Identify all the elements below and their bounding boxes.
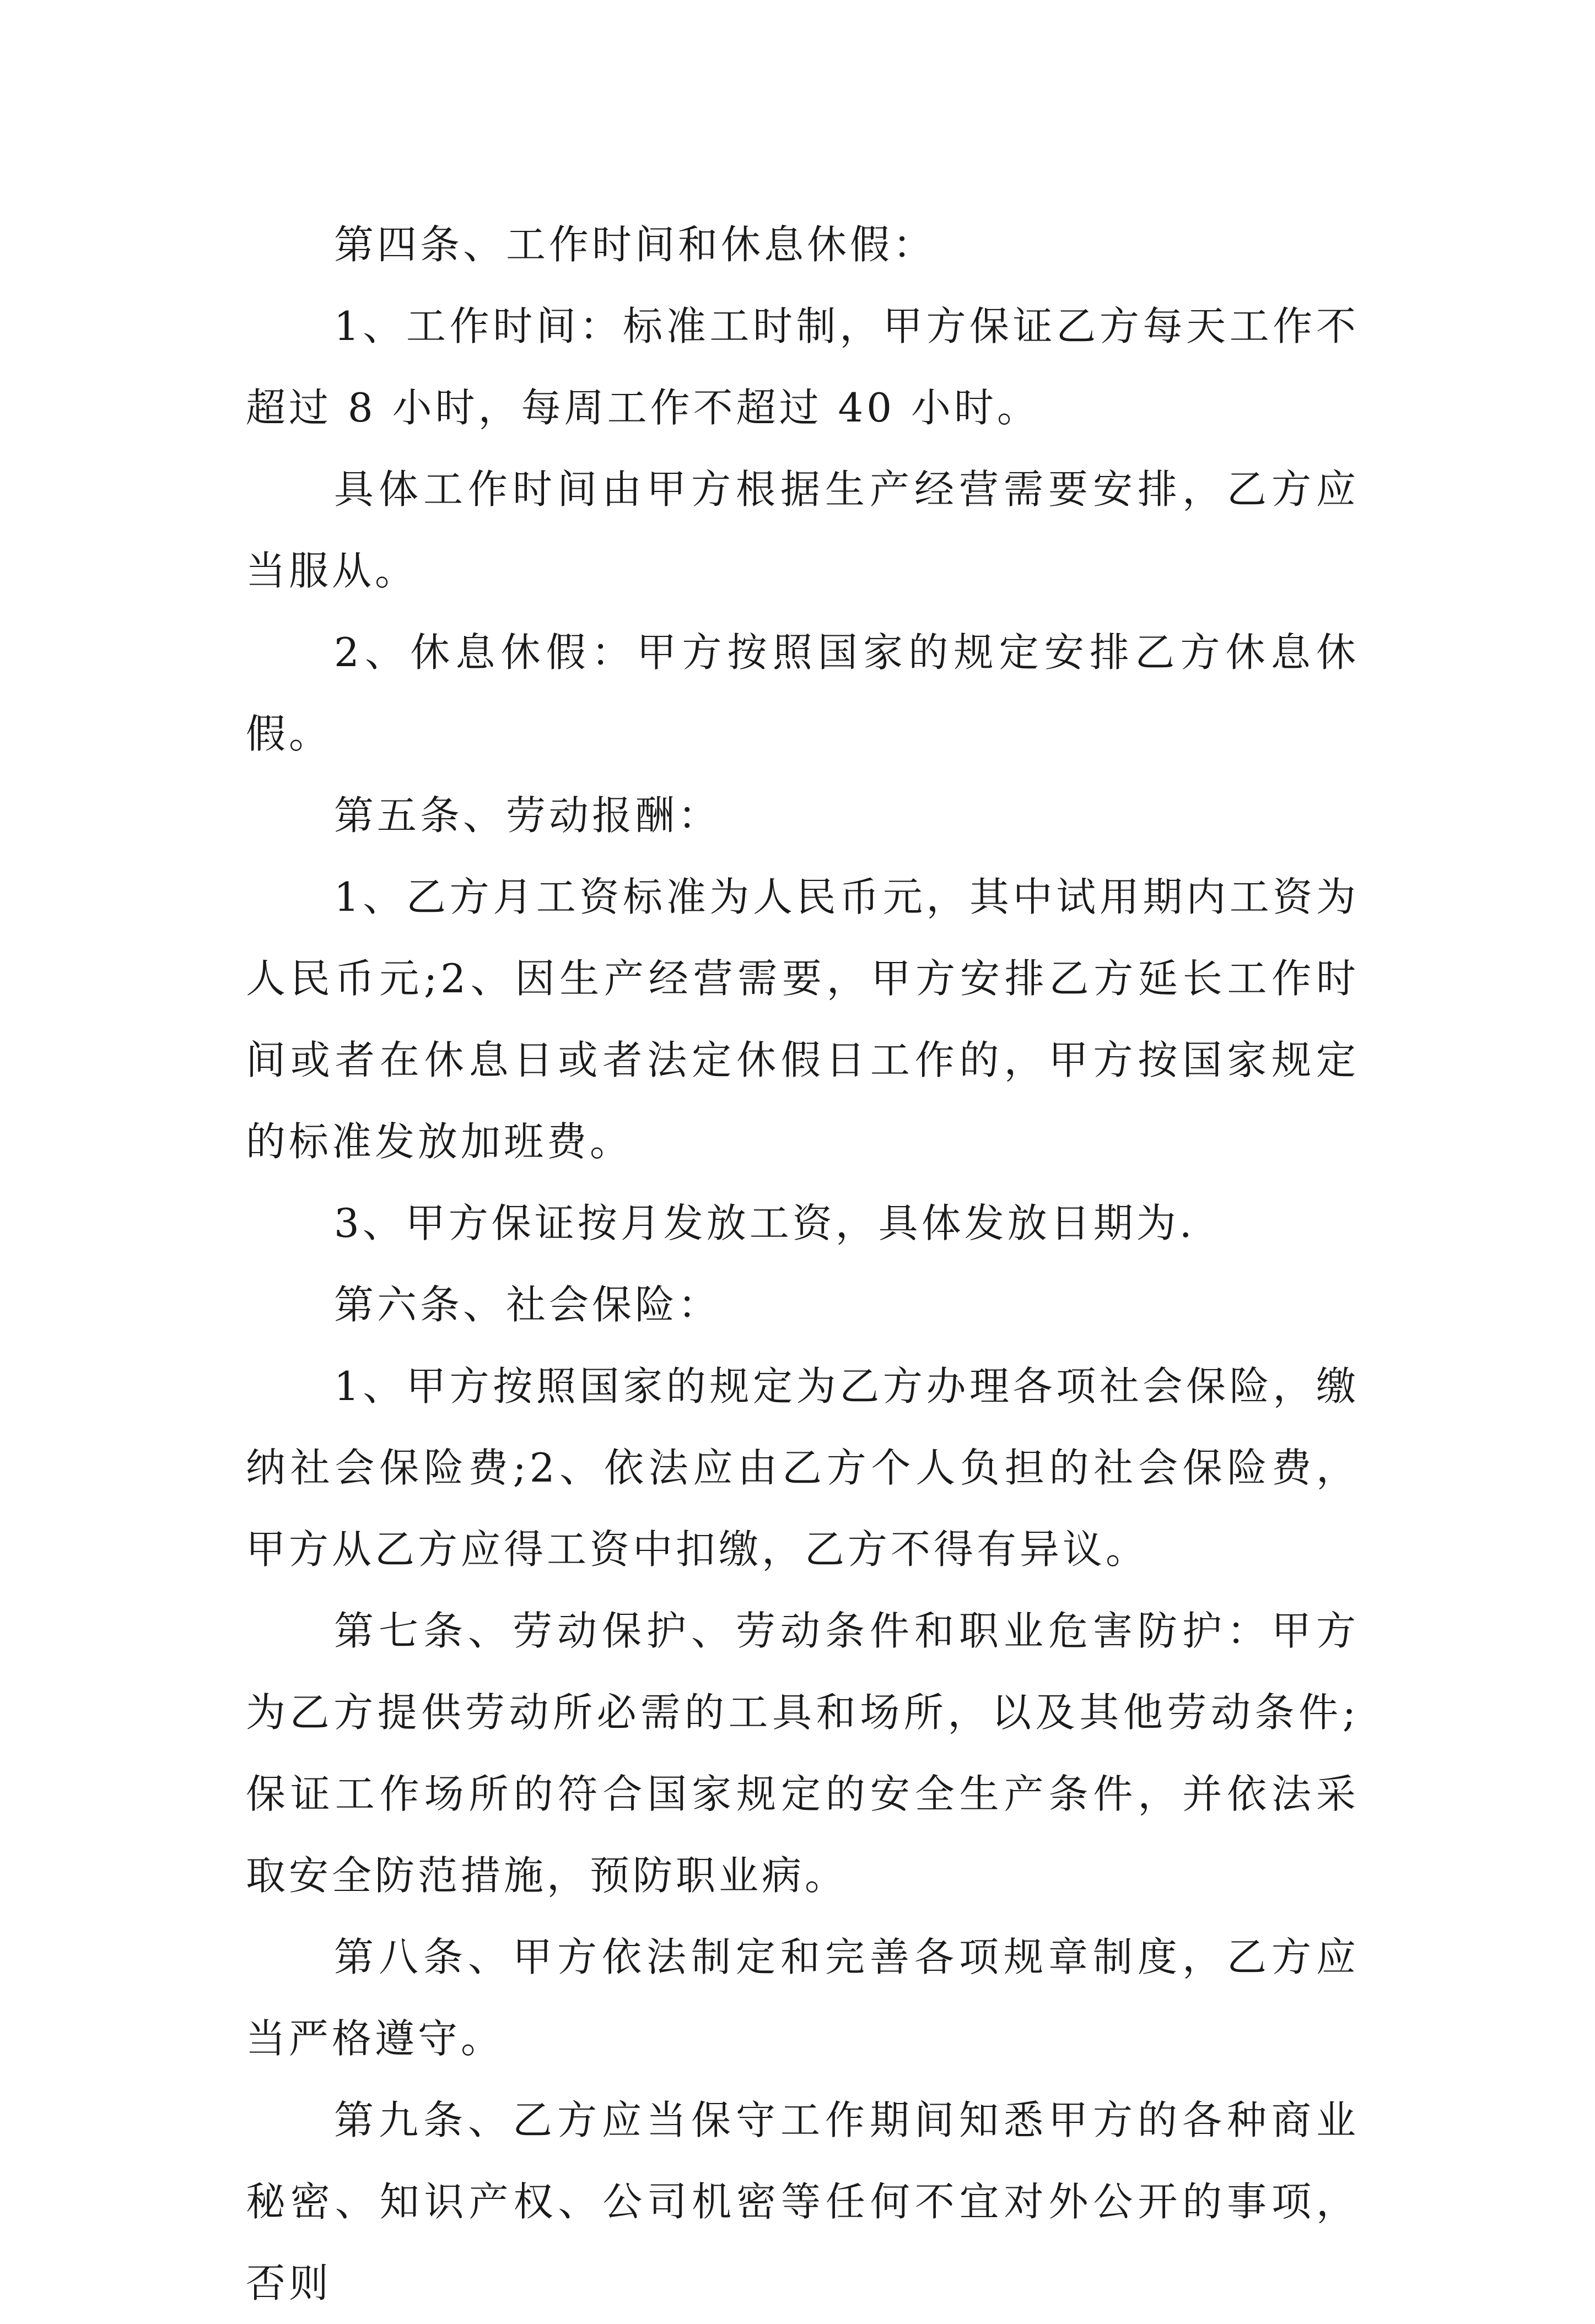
- paragraph-article-4-title: 第四条、工作时间和休息休假：: [334, 221, 936, 268]
- paragraph-work-schedule: 具体工作时间由甲方根据生产经营需要安排，乙方应当服从。: [246, 466, 1359, 594]
- document-body: [246, 204, 1359, 2324]
- paragraph-working-hours: 1、工作时间：标准工时制，甲方保证乙方每天工作不超过 8 小时，每周工作不超过 40 小时。: [246, 303, 1359, 431]
- paragraph-social-insurance: 1、甲方按照国家的规定为乙方办理各项社会保险，缴纳社会保险费;2、依法应由乙方个人负担的社会保险费，甲方从乙方应得工资中扣缴，乙方不得有异议。: [246, 1363, 1359, 1572]
- paragraph-rest-leave: 2、休息休假：甲方按照国家的规定安排乙方休息休假。: [246, 629, 1359, 757]
- paragraph-article-9-confidentiality: 第九条、乙方应当保守工作期间知悉甲方的各种商业秘密、知识产权、公司机密等任何不宜对外公开的事项，否则: [246, 2097, 1359, 2306]
- paragraph-wage-standard: 1、乙方月工资标准为人民币元，其中试用期内工资为人民币元;2、因生产经营需要，甲方安排乙方延长工作时间或者在休息日或者法定休假日工作的，甲方按国家规定的标准发放加班费。: [246, 874, 1359, 1165]
- paragraph-wage-payment: 3、甲方保证按月发放工资，具体发放日期为.: [334, 1200, 1195, 1246]
- paragraph-article-5-title: 第五条、劳动报酬：: [334, 792, 721, 839]
- paragraph-article-8-rules: 第八条、甲方依法制定和完善各项规章制度，乙方应当严格遵守。: [246, 1934, 1359, 2062]
- paragraph-article-6-title: 第六条、社会保险：: [334, 1282, 721, 1328]
- paragraph-article-7-labor-protection: 第七条、劳动保护、劳动条件和职业危害防护：甲方为乙方提供劳动所必需的工具和场所，以及其他劳动条件;保证工作场所的符合国家规定的安全生产条件，并依法采取安全防范措施，预防职业病。: [246, 1608, 1359, 1899]
